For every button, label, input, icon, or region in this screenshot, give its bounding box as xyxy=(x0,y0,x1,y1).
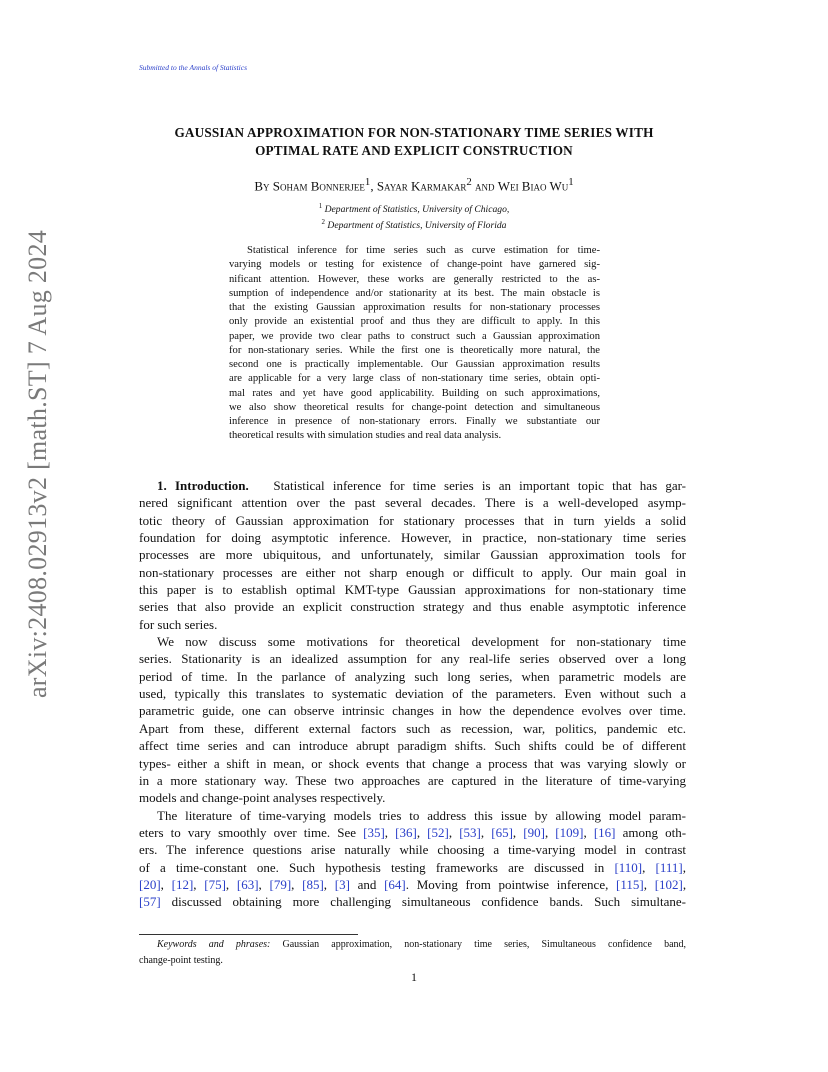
body-line xyxy=(139,893,686,910)
citation-link[interactable]: [102] xyxy=(654,876,683,892)
citation-link[interactable]: [90] xyxy=(523,824,545,840)
affiliation-mark: 1 xyxy=(568,176,574,188)
abstract-line: we also show theoretical results for change-point detection and simultaneous xyxy=(229,401,600,413)
by-label: By xyxy=(254,178,270,194)
page-number: 1 xyxy=(411,970,417,984)
footnote-line xyxy=(139,937,686,953)
affiliation-line xyxy=(0,200,828,216)
section-heading: Introduction. xyxy=(174,478,249,493)
affiliation-mark: 1 xyxy=(318,202,323,210)
section-number: 1. xyxy=(157,478,167,493)
abstract-line: that the existing Gaussian approximation results for non-stationary processes xyxy=(229,302,600,313)
abstract-line: paper, we provide two clear paths to construct such a Gaussian approximation xyxy=(229,330,600,342)
citation-link[interactable]: [79] xyxy=(269,876,292,892)
body-text: eters to vary smoothly over time. See xyxy=(139,824,364,840)
affiliation-mark: 1 xyxy=(364,176,371,188)
body-line: this paper is to establish optimal KMT-type Gaussian approximations for non-stationary time xyxy=(139,582,686,598)
abstract-line: varying models or testing for existence of change-point have garnered sig- xyxy=(229,259,600,271)
author-name: Sayar Karmakar xyxy=(376,178,467,194)
citation-link[interactable]: [20] xyxy=(139,876,161,892)
citation-link[interactable]: [36] xyxy=(395,824,417,840)
abstract-line: mal rates and yet have good applicability. Building on such approximations, xyxy=(229,387,600,399)
citation-link[interactable]: [109] xyxy=(555,824,584,840)
author-name: Soham Bonnerjee xyxy=(272,178,365,194)
abstract-line: Statistical inference for time series such as curve estimation for time- xyxy=(247,245,600,256)
body-line: eters to vary smoothly over time. See [35], [36], [52], [53], [65], [90], [109], [16] among oth- xyxy=(139,824,687,840)
title-line: OPTIMAL RATE AND EXPLICIT CONSTRUCTION xyxy=(255,143,573,158)
citation-link[interactable]: [115] xyxy=(616,876,644,892)
abstract-line: inference in presence of non-stationary errors. Finally we substantiate our xyxy=(229,416,600,427)
and-label: and xyxy=(475,178,495,194)
journal-header: Submitted to the Annals of Statistics xyxy=(139,63,247,72)
abstract-line: for non-stationary series. While the first one is theoretically more natural, the xyxy=(229,344,600,356)
body-line: types- either a shift in mean, or shock events that change a process that was varying slowly or xyxy=(139,755,686,771)
citation-link[interactable]: [111] xyxy=(655,859,683,875)
citation-link[interactable]: [75] xyxy=(204,876,226,892)
paper-title xyxy=(0,124,828,160)
body-text: and xyxy=(349,876,385,892)
affiliation-mark: 2 xyxy=(466,176,472,188)
footnote-line: change-point testing. xyxy=(139,955,223,966)
body-text: among oth- xyxy=(615,824,687,840)
keywords-label: Keywords and phrases: xyxy=(157,939,271,950)
footnote-keywords xyxy=(139,937,686,969)
affiliations xyxy=(0,200,828,232)
citation-link[interactable]: [65] xyxy=(491,824,513,840)
abstract xyxy=(229,244,600,444)
title-line: GAUSSIAN APPROXIMATION FOR NON-STATIONARY TIME SERIES WITH xyxy=(174,125,654,140)
body-line: series. Stationarity is an idealized assumption for any real-life series observed over a long xyxy=(139,651,686,667)
body-line: The literature of time-varying models tries to address this issue by allowing model param- xyxy=(157,807,686,823)
abstract-line: second one is practically implementable. Our Gaussian approximation results xyxy=(229,359,600,370)
citation-link[interactable]: [3] xyxy=(334,876,350,892)
body-line: ers. The inference questions arise naturally while choosing a time-varying model in contrast xyxy=(139,842,686,858)
body-line: used, typically this translates to systematic deviation of the parameters. Even without such a xyxy=(139,686,686,702)
citation-link[interactable]: [52] xyxy=(427,824,449,840)
body-line: of a time-constant one. Such hypothesis testing frameworks are discussed in [110], [111], xyxy=(139,859,686,875)
citation-link[interactable]: [57] xyxy=(139,894,161,910)
body-line: Apart from these, different external factors such as recession, war, politics, pandemic etc. xyxy=(139,720,686,736)
body-line: processes are more ubiquitous, and unfortunately, similar Gaussian approximation tools for xyxy=(139,547,686,563)
body-line: series that also provide an explicit construction strategy and thus enable asymptotic inference xyxy=(139,599,686,615)
body-line: nered significant attention over the past several decades. There is a well-developed asymp- xyxy=(139,495,686,511)
keywords-text: Gaussian approximation, non-stationary time series, Simultaneous confidence band, xyxy=(270,939,687,950)
author-name: Wei Biao Wu xyxy=(497,178,569,194)
footnote-divider xyxy=(139,934,358,935)
body-text: . Moving from pointwise inference, xyxy=(405,876,617,892)
author-list xyxy=(0,176,828,194)
body-line: models and change-point analyses respectively. xyxy=(139,790,386,806)
abstract-line: sumption of independence and/or stationarity at its best. The main obstacle is xyxy=(229,287,600,299)
body-line: totic theory of Gaussian approximation for stationary processes that in turn yields a solid xyxy=(139,512,686,528)
abstract-line: nificant attention. However, these works are generally restricted to the as- xyxy=(229,273,600,285)
citation-link[interactable]: [35] xyxy=(363,824,385,840)
affiliation-line xyxy=(0,216,828,232)
arxiv-identifier: arXiv:2408.02913v2 [math.ST] 7 Aug 2024 xyxy=(23,229,52,699)
body-line: [20], [12], [75], [63], [79], [85], [3] and [64]. Moving from pointwise inference, [115], [102], xyxy=(139,876,687,892)
affiliation-mark: 2 xyxy=(321,218,325,227)
citation-link[interactable]: [16] xyxy=(593,824,616,840)
citation-link[interactable]: [53] xyxy=(459,824,481,840)
citation-link[interactable]: [64] xyxy=(384,876,406,892)
body-text: Statistical inference for time series is an important topic that has gar- xyxy=(273,478,686,493)
body-line: foundation for doing asymptotic inference. However, in practice, non-stationary time series xyxy=(139,530,686,546)
abstract-line: theoretical results with simulation studies and real data analysis. xyxy=(229,430,502,442)
body-line xyxy=(139,477,686,494)
section-introduction xyxy=(139,477,686,911)
abstract-line: are applicable for a very large class of non-stationary time series, obtain opti- xyxy=(229,373,600,385)
citation-link[interactable]: [85] xyxy=(302,876,324,892)
citation-link[interactable]: [110] xyxy=(614,859,643,875)
citation-link[interactable]: [12] xyxy=(171,876,194,892)
affiliation-text: Department of Statistics, University of Chicago, xyxy=(324,204,510,216)
body-line: in a more stationary way. These two approaches are captured in the literature of time-varying xyxy=(139,772,686,788)
body-line: period of time. In the parlance of analyzing such long series, when parametric models are xyxy=(139,668,686,684)
body-text: of a time-constant one. Such hypothesis testing frameworks are discussed in xyxy=(139,859,615,875)
author-separator: , xyxy=(370,178,374,194)
affiliation-text: Department of Statistics, University of Florida xyxy=(327,220,507,232)
body-line: for such series. xyxy=(139,616,218,632)
citation-link[interactable]: [63] xyxy=(236,876,259,892)
body-line: We now discuss some motivations for theoretical development for non-stationary time xyxy=(157,634,686,650)
body-line: affect time series and can introduce abrupt paradigm shifts. Such shifts could be of different xyxy=(139,738,686,754)
body-line: parametric guide, one can observe intrinsic changes in how the dependence evolves over time. xyxy=(139,703,686,719)
body-line: non-stationary processes are either not sharp enough or difficult to apply. Our main goal in xyxy=(139,564,686,580)
body-text: discussed obtaining more challenging simultaneous confidence bands. Such simultane- xyxy=(160,894,686,910)
abstract-line: only provide an existential proof and thus they are difficult to apply. In this xyxy=(229,316,600,328)
